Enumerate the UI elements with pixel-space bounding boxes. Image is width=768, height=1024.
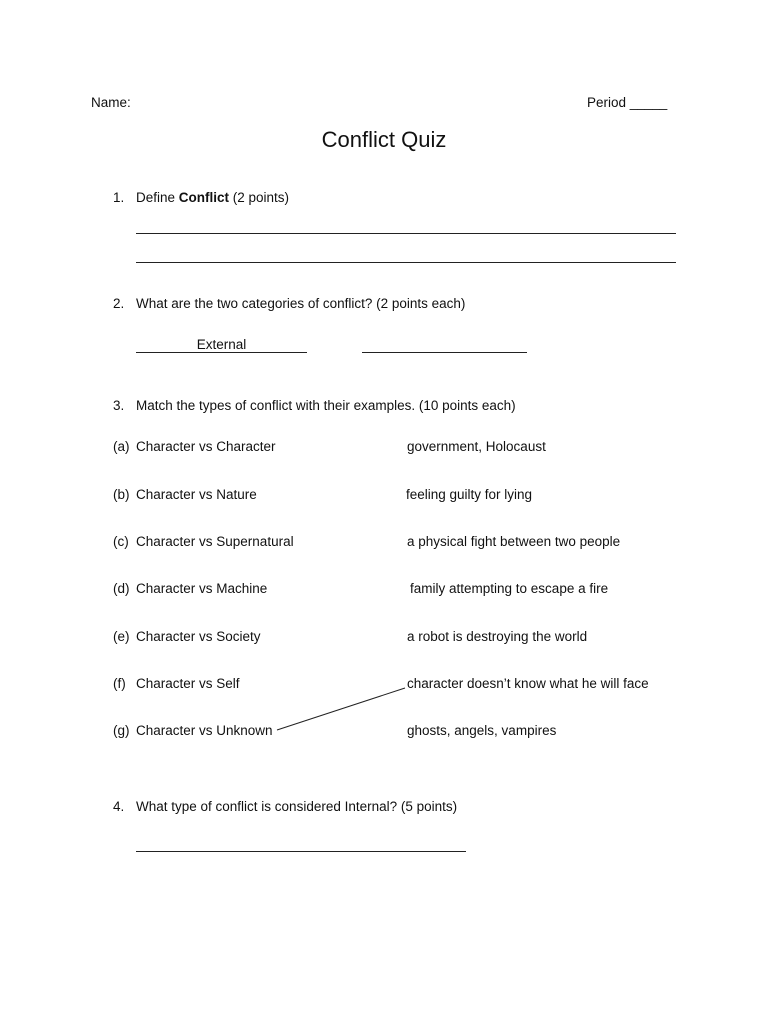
question-4-text: What type of conflict is considered Internal? (5 points) [136,799,458,814]
match-type: Character vs Nature [136,487,257,502]
answer-line[interactable] [136,851,466,852]
question-2-text: What are the two categories of conflict? (2 points each) [136,296,466,311]
question-1-text-post: (2 points) [229,190,290,205]
match-example: feeling guilty for lying [406,487,533,502]
match-letter: (c) [113,534,129,549]
match-letter: (f) [113,676,126,691]
question-3-number: 3. [113,398,125,413]
period-label: Period _____ [587,95,668,110]
question-1-number: 1. [113,190,125,205]
match-type: Character vs Unknown [136,723,273,738]
match-type: Character vs Self [136,676,240,691]
match-letter: (b) [113,487,130,502]
match-type: Character vs Supernatural [136,534,294,549]
question-3-text: Match the types of conflict with their examples. (10 points each) [136,398,516,413]
match-example: character doesn’t know what he will face [407,676,649,691]
match-letter: (d) [113,581,130,596]
match-example: a physical fight between two people [407,534,621,549]
match-type: Character vs Machine [136,581,268,596]
match-type: Character vs Society [136,629,261,644]
match-example: government, Holocaust [407,439,546,454]
answer-external: External [196,337,247,352]
match-example: a robot is destroying the world [407,629,588,644]
question-1-text-pre: Define [136,190,179,205]
match-letter: (e) [113,629,130,644]
question-2-number: 2. [113,296,125,311]
question-4-number: 4. [113,799,125,814]
match-letter: (g) [113,723,130,738]
match-type: Character vs Character [136,439,276,454]
name-label: Name: [91,95,131,110]
page-title: Conflict Quiz [321,127,447,152]
match-example: family attempting to escape a fire [410,581,609,596]
question-1-keyword: Conflict [178,190,230,205]
match-letter: (a) [113,439,130,454]
match-example: ghosts, angels, vampires [407,723,557,738]
